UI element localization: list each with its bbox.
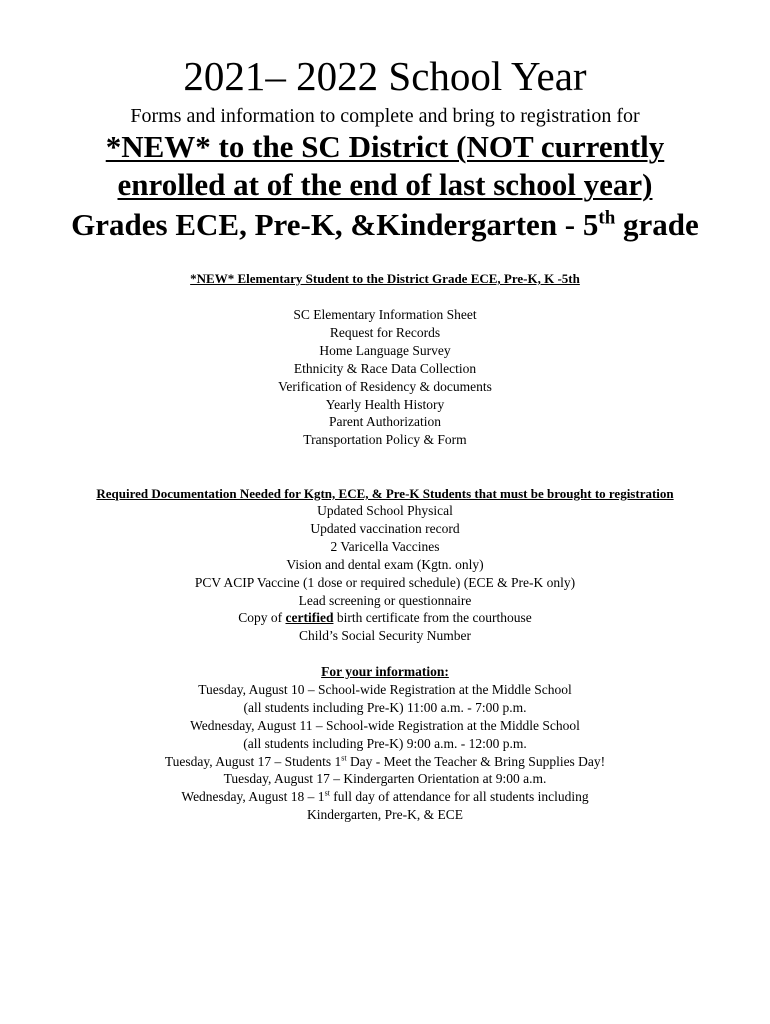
headline-line-2: enrolled at of the end of last school year) (117, 167, 653, 202)
info-section-heading: For your information: (321, 664, 449, 679)
info-line: (all students including Pre-K) 9:00 a.m. - 12:00 p.m. (243, 735, 527, 751)
list-item: PCV ACIP Vaccine (1 dose or required schedule) (ECE & Pre-K only) (194, 574, 576, 590)
info-line: Tuesday, August 10 – School-wide Registration at the Middle School (198, 681, 572, 697)
forms-section-heading: *NEW* Elementary Student to the District Grade ECE, Pre-K, K -5th (190, 271, 580, 286)
list-item: Verification of Residency & documents (278, 378, 492, 394)
forms-list (0, 306, 770, 449)
list-item: Updated School Physical (317, 503, 453, 518)
docs-section-heading: Required Documentation Needed for Kgtn, ECE, & Pre-K Students that must be brought to registration (96, 486, 674, 501)
grades-text: Grades ECE, Pre-K, &Kindergarten - 5 (71, 207, 599, 242)
info-line: Wednesday, August 11 – School-wide Registration at the Middle School (190, 717, 580, 733)
list-item: SC Elementary Information Sheet (293, 307, 477, 322)
list-item: Transportation Policy & Form (303, 432, 467, 448)
info-line: Kindergarten, Pre-K, & ECE (306, 807, 464, 823)
info-line: Tuesday, August 17 – Students 1st Day - Meet the Teacher & Bring Supplies Day! (164, 753, 606, 769)
grades-line (0, 206, 770, 244)
list-item: Parent Authorization (328, 414, 442, 430)
info-line: (all students including Pre-K) 11:00 a.m. - 7:00 p.m. (243, 699, 527, 715)
grades-suffix: grade (615, 207, 699, 242)
grades-superscript: th (598, 207, 616, 229)
headline (0, 128, 770, 204)
list-item: Request for Records (329, 324, 441, 340)
list-item: Vision and dental exam (Kgtn. only) (286, 556, 484, 572)
list-item: Home Language Survey (319, 342, 451, 358)
page-title: 2021– 2022 School Year (183, 53, 587, 99)
list-item: Updated vaccination record (310, 520, 460, 536)
page-subtitle: Forms and information to complete and bring to registration for (130, 105, 640, 127)
info-section (0, 663, 770, 824)
list-item: Lead screening or questionnaire (298, 592, 472, 608)
info-line: Wednesday, August 18 – 1st full day of attendance for all students including (181, 788, 589, 805)
list-item: Ethnicity & Race Data Collection (293, 360, 477, 376)
info-line: Tuesday, August 17 – Kindergarten Orientation at 9:00 a.m. (223, 771, 547, 787)
list-item: 2 Varicella Vaccines (330, 538, 440, 554)
docs-list (0, 502, 770, 645)
certified-emphasis: certified (285, 610, 334, 626)
list-item-birth-certificate: Copy of certified birth certificate from the courthouse (238, 610, 532, 626)
list-item: Yearly Health History (325, 396, 445, 412)
headline-line-1: *NEW* to the SC District (NOT currently (105, 129, 665, 164)
list-item: Child’s Social Security Number (298, 628, 472, 644)
